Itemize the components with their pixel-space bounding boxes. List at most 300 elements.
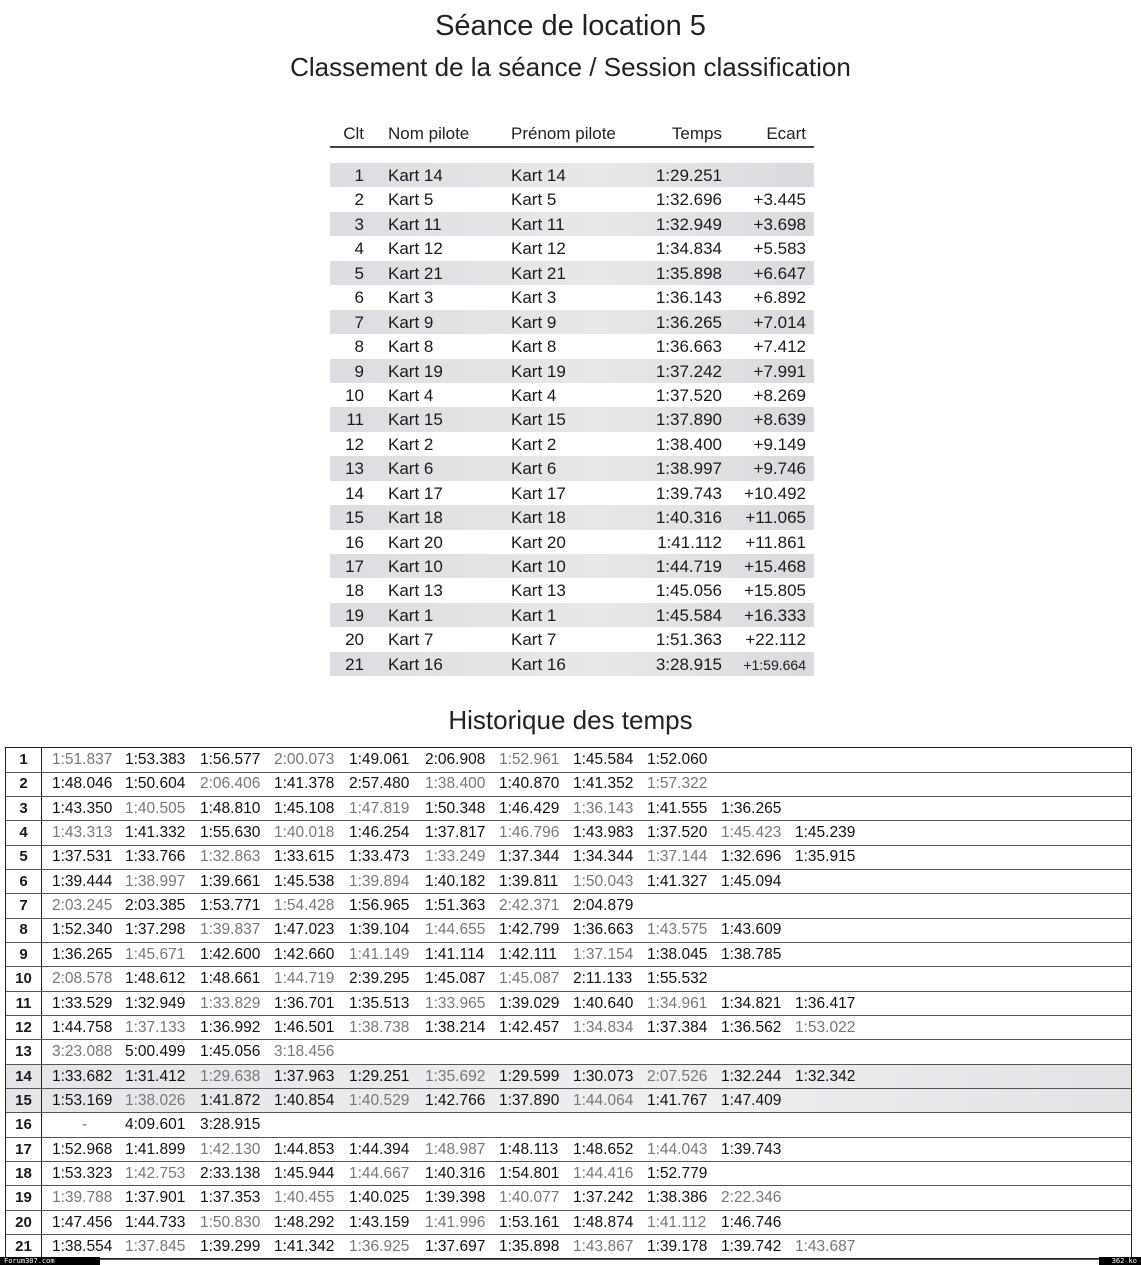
lap-time: 1:44.394 [349,1140,410,1158]
lap-time: 1:45.056 [200,1043,261,1061]
lap-time: 1:38.738 [349,1018,410,1036]
lap-time: 5:00.499 [125,1043,186,1061]
cell-nom-pilote: Kart 13 [388,581,443,601]
lap-time: 1:39.299 [200,1238,261,1255]
classification-row [330,359,814,383]
cell-ecart: +16.333 [744,605,806,625]
cell-nom-pilote: Kart 11 [388,214,442,234]
lap-time: 1:42.130 [200,1140,261,1158]
lap-time: 1:45.944 [274,1164,335,1182]
history-position: 8 [6,918,42,942]
history-row [6,1089,1131,1114]
lap-time: 1:45.087 [425,970,486,988]
cell-clt: 2 [354,190,364,210]
lap-time: 1:53.022 [795,1018,856,1036]
lap-time: 1:40.529 [349,1091,410,1109]
classification-row [330,236,814,260]
lap-time: 1:44.719 [274,970,335,988]
history-position: 21 [6,1235,42,1259]
lap-time: 1:46.501 [274,1018,335,1036]
header-prenom-pilote: Prénom pilote [511,124,616,143]
lap-time: 2:11.133 [573,970,633,988]
history-row [6,1016,1131,1041]
lap-time: 1:40.505 [125,799,186,817]
cell-temps: 1:44.719 [655,557,722,576]
lap-time: 1:57.322 [647,775,708,793]
lap-time: 1:37.344 [499,848,560,866]
lap-time: 1:53.771 [200,897,261,915]
lap-time: 2:07.526 [647,1067,708,1085]
lap-time: 1:39.029 [499,994,560,1012]
lap-time: 2:00.073 [274,751,335,768]
history-row [6,1040,1131,1065]
lap-time: 1:41.899 [125,1140,186,1158]
lap-time: 1:36.562 [721,1018,782,1036]
cell-prenom-pilote: Kart 11 [511,214,565,234]
lap-time: 1:37.901 [125,1189,186,1207]
cell-prenom-pilote: Kart 8 [511,337,557,357]
lap-time: 1:39.742 [721,1238,782,1255]
lap-time: 1:37.353 [200,1189,261,1207]
lap-time: 1:33.829 [200,994,261,1012]
lap-time: 1:37.531 [52,848,113,866]
history-position: 16 [6,1113,42,1137]
cell-nom-pilote: Kart 15 [388,410,443,430]
cell-prenom-pilote: Kart 19 [511,361,566,381]
classification-row [330,407,814,431]
lap-time: 1:32.949 [125,994,186,1012]
header-nom-pilote: Nom pilote [388,124,470,143]
history-position: 2 [6,772,42,796]
cell-temps: 1:35.898 [655,263,722,283]
lap-time: 1:36.265 [52,945,113,963]
classification-row [330,212,814,236]
lap-time: 1:39.743 [721,1140,782,1158]
lap-time: 1:43.350 [52,799,113,817]
cell-temps: 1:37.520 [655,385,722,405]
cell-nom-pilote: Kart 7 [388,630,434,650]
lap-time: 1:35.513 [349,994,410,1012]
cell-ecart: +11.065 [745,508,806,528]
lap-time: 1:38.214 [425,1018,486,1036]
cell-clt: 5 [354,263,364,283]
lap-time: 1:44.655 [425,921,486,939]
lap-time: 1:37.384 [647,1018,708,1036]
lap-time: 1:40.455 [274,1189,335,1207]
cell-prenom-pilote: Kart 4 [511,385,557,405]
lap-time: 1:35.915 [795,848,856,866]
cell-ecart: +22.112 [745,630,806,650]
lap-time: 1:39.178 [647,1238,708,1255]
lap-time: 1:37.133 [125,1018,186,1036]
lap-time: 1:41.996 [425,1213,486,1231]
lap-time: 1:42.766 [425,1091,486,1109]
lap-time: 1:42.111 [499,945,558,963]
lap-time: 1:33.249 [425,848,486,866]
cell-ecart: +7.412 [753,337,806,357]
cell-ecart: +5.583 [753,239,806,259]
history-row [6,992,1131,1017]
lap-time: 1:38.400 [425,775,486,793]
cell-ecart: +9.149 [753,434,806,454]
lap-time: 1:45.538 [274,872,335,890]
history-position: 5 [6,845,42,869]
cell-prenom-pilote: Kart 21 [511,263,566,283]
lap-time: 1:32.863 [200,848,261,866]
cell-nom-pilote: Kart 8 [388,337,434,357]
lap-time: 1:45.239 [795,824,856,842]
lap-time: 3:18.456 [274,1043,335,1061]
lap-time: 2:03.385 [125,897,186,915]
cell-prenom-pilote: Kart 7 [511,630,557,650]
history-row [6,943,1131,968]
lap-time: 2:06.908 [425,751,486,768]
lap-time: 1:33.529 [52,994,113,1012]
lap-time: 1:32.342 [795,1067,856,1085]
lap-time: 1:46.746 [721,1213,782,1231]
lap-time: 1:52.060 [647,751,708,768]
cell-nom-pilote: Kart 10 [388,557,443,576]
lap-time: 1:41.112 [647,1213,707,1231]
lap-time: 1:37.520 [647,824,708,842]
history-position: 3 [6,797,42,821]
lap-time: 1:37.298 [125,921,186,939]
lap-time: 2:06.406 [200,775,261,793]
lap-time: 1:41.872 [200,1091,261,1109]
history-row [6,1235,1131,1260]
lap-time: 1:38.045 [647,945,708,963]
lap-time: 1:37.154 [573,945,634,963]
lap-time: 1:36.265 [721,799,782,817]
history-position: 20 [6,1211,42,1235]
lap-time: 1:29.251 [349,1067,410,1085]
lap-time: 2:39.295 [349,970,410,988]
lap-time: 1:52.340 [52,921,113,939]
classification-row [330,163,814,187]
lap-time: 1:41.342 [274,1238,335,1255]
lap-time: 1:41.767 [647,1091,708,1109]
lap-time: 1:29.599 [499,1067,560,1085]
cell-ecart: +7.014 [753,312,806,332]
cell-ecart: +8.269 [753,385,806,405]
cell-temps: 1:32.949 [655,214,722,234]
cell-temps: 1:29.251 [655,166,722,185]
lap-time: 1:43.687 [795,1238,856,1255]
lap-time: 1:53.383 [125,751,186,768]
lap-time: 1:37.697 [425,1238,486,1255]
lap-time: 1:51.837 [52,751,113,768]
cell-ecart: +15.468 [744,557,806,576]
cell-clt: 11 [346,410,364,430]
lap-time: 1:50.830 [200,1213,261,1231]
history-position: 18 [6,1162,42,1186]
cell-prenom-pilote: Kart 14 [511,166,566,185]
cell-prenom-pilote: Kart 9 [511,312,557,332]
cell-temps: 1:32.696 [655,190,722,210]
classification-row [330,334,814,358]
lap-time: 1:36.701 [274,994,335,1012]
lap-time: 1:41.327 [647,872,708,890]
lap-time: 1:43.313 [52,824,113,842]
lap-time: 1:53.161 [499,1213,560,1231]
lap-time: 1:39.788 [52,1189,113,1207]
cell-prenom-pilote: Kart 15 [511,410,566,430]
cell-nom-pilote: Kart 18 [388,508,443,528]
header-ecart: Ecart [766,124,806,143]
lap-time: 1:34.344 [573,848,634,866]
lap-time: 1:44.758 [52,1018,113,1036]
cell-clt: 18 [345,581,364,601]
history-row [6,918,1131,943]
history-row [6,967,1131,992]
cell-nom-pilote: Kart 4 [388,385,434,405]
lap-time: 1:55.630 [200,824,261,842]
lap-time: 1:39.811 [499,872,559,890]
lap-time: 1:55.532 [647,970,708,988]
cell-prenom-pilote: Kart 18 [511,508,566,528]
lap-time: 1:52.968 [52,1140,113,1158]
lap-time: 1:33.615 [274,848,335,866]
lap-time: 2:08.578 [52,970,113,988]
classification-row [330,530,814,554]
cell-temps: 1:36.143 [655,288,722,308]
lap-time: 1:37.963 [274,1067,335,1085]
lap-time: 1:40.640 [573,994,634,1012]
cell-clt: 15 [345,508,364,528]
history-row [6,748,1131,773]
lap-time: 1:48.113 [499,1140,559,1158]
lap-time: 1:46.796 [499,824,560,842]
lap-time: 1:45.671 [125,945,186,963]
lap-time: 1:40.870 [499,775,560,793]
cell-ecart: +1:59.664 [743,656,806,673]
history-row [6,870,1131,895]
lap-time: 1:34.834 [573,1018,634,1036]
cell-clt: 14 [345,483,364,503]
history-position: 12 [6,1016,42,1040]
cell-ecart: +10.492 [744,483,806,503]
cell-clt: 8 [354,337,364,357]
history-position: 13 [6,1040,42,1064]
lap-time: 1:52.779 [647,1164,708,1182]
lap-time: 1:50.348 [425,799,486,817]
cell-ecart: +8.639 [753,410,806,430]
cell-clt: 17 [345,557,364,576]
lap-time: 1:52.961 [499,751,560,768]
history-position: 14 [6,1065,42,1089]
history-row [6,772,1131,797]
classification-row [330,261,814,285]
lap-time: 1:42.753 [125,1164,186,1182]
lap-time: 4:09.601 [125,1116,186,1134]
lap-time: 1:32.244 [721,1067,782,1085]
lap-time: 1:48.661 [200,970,261,988]
lap-time: 1:45.094 [721,872,782,890]
history-position: 11 [6,992,42,1016]
cell-clt: 1 [354,166,364,185]
lap-time: 1:36.663 [573,921,634,939]
cell-nom-pilote: Kart 19 [388,361,443,381]
lap-time: 1:47.023 [274,921,335,939]
cell-ecart: +3.698 [753,214,806,234]
lap-time: 1:42.660 [274,945,335,963]
lap-time: 2:33.138 [200,1164,261,1182]
lap-time: 1:48.612 [125,970,186,988]
lap-time: 1:36.925 [349,1238,410,1255]
lap-time: 1:34.961 [647,994,708,1012]
lap-time: 1:47.819 [349,799,410,817]
cell-temps: 1:37.890 [655,410,722,430]
lap-time: 1:33.682 [52,1067,113,1085]
lap-time: 1:35.692 [425,1067,486,1085]
cell-temps: 1:39.743 [655,483,722,503]
lap-time: 1:56.965 [349,897,410,915]
cell-nom-pilote: Kart 5 [388,190,434,210]
cell-clt: 9 [354,361,364,381]
lap-time: 1:38.785 [721,945,782,963]
lap-time: 1:44.416 [573,1164,634,1182]
lap-time: 1:37.890 [499,1091,560,1109]
cell-clt: 4 [354,239,364,259]
cell-clt: 7 [354,312,364,332]
lap-time: 1:40.854 [274,1091,335,1109]
header-clt: Clt [343,124,364,143]
history-row [6,1211,1131,1236]
classification-row [330,603,814,627]
history-row [6,821,1131,846]
lap-time: 1:41.352 [573,775,634,793]
lap-time: 1:45.423 [721,824,782,842]
lap-time: 1:56.577 [200,751,261,768]
lap-time: 1:40.018 [274,824,335,842]
lap-time: 1:39.661 [200,872,261,890]
lap-time: 1:41.149 [349,945,410,963]
cell-nom-pilote: Kart 1 [388,605,434,625]
cell-prenom-pilote: Kart 16 [511,654,566,674]
lap-time: 2:22.346 [721,1189,782,1207]
cell-prenom-pilote: Kart 6 [511,459,557,479]
cell-ecart: +11.861 [745,532,806,552]
cell-prenom-pilote: Kart 3 [511,288,557,308]
cell-nom-pilote: Kart 20 [388,532,443,552]
lap-time: 1:46.254 [349,824,410,842]
history-position: 10 [6,967,42,991]
classification-row [330,187,814,211]
lap-time: 1:37.242 [573,1189,634,1207]
header-temps: Temps [671,124,722,143]
lap-time: 1:48.810 [200,799,261,817]
file-size-tag: 362 ko [1099,1257,1141,1265]
lap-time: 1:41.378 [274,775,335,793]
cell-temps: 1:36.663 [655,337,722,357]
history-row [6,1138,1131,1163]
lap-time: 1:34.821 [721,994,782,1012]
cell-clt: 3 [354,214,364,234]
lap-time: 1:43.609 [721,921,782,939]
lap-time: 1:54.428 [274,897,335,915]
lap-time: 2:57.480 [349,775,410,793]
cell-ecart: +6.892 [753,288,806,308]
lap-time: 2:03.245 [52,897,113,915]
lap-time: 3:28.915 [200,1116,261,1134]
cell-temps: 1:40.316 [655,508,722,528]
lap-time: 1:36.143 [573,799,634,817]
cell-clt: 16 [345,532,364,552]
history-position: 6 [6,870,42,894]
cell-temps: 1:36.265 [655,312,722,332]
lap-time: 1:41.555 [647,799,708,817]
history-row [6,797,1131,822]
lap-time: 1:48.292 [274,1213,335,1231]
classification-row [330,578,814,602]
history-position: 19 [6,1186,42,1210]
lap-time: 1:41.332 [125,824,186,842]
classification-row [330,456,814,480]
cell-temps: 1:51.363 [655,630,722,650]
lap-time: 1:48.987 [425,1140,486,1158]
lap-time: 1:49.061 [349,751,410,768]
lap-time: 1:43.983 [573,824,634,842]
lap-time: 1:45.108 [274,799,335,817]
lap-time: 1:38.997 [125,872,186,890]
cell-prenom-pilote: Kart 12 [511,239,566,259]
lap-time: 1:42.600 [200,945,261,963]
lap-time: 1:39.837 [200,921,261,939]
cell-clt: 12 [345,434,364,454]
lap-time: 1:50.604 [125,775,186,793]
cell-clt: 13 [345,459,364,479]
classification-row [330,285,814,309]
cell-nom-pilote: Kart 2 [388,434,434,454]
lap-time: 1:35.898 [499,1238,560,1255]
lap-time: 1:41.114 [425,945,485,963]
lap-time: 1:40.182 [425,872,486,890]
cell-prenom-pilote: Kart 5 [511,190,557,210]
cell-temps: 3:28.915 [655,654,722,674]
classification-rows [330,163,814,676]
lap-time: 1:45.087 [499,970,560,988]
lap-time: 1:38.554 [52,1238,113,1255]
cell-nom-pilote: Kart 17 [388,483,443,503]
history-position: 7 [6,894,42,918]
classification-row [330,383,814,407]
cell-nom-pilote: Kart 9 [388,312,434,332]
lap-time: 1:43.575 [647,921,708,939]
cell-ecart: +7.991 [753,361,806,381]
site-watermark: Forum307.com [0,1257,100,1265]
cell-nom-pilote: Kart 12 [388,239,443,259]
classification-row [330,481,814,505]
cell-nom-pilote: Kart 21 [388,263,443,283]
lap-time: 1:44.733 [125,1213,186,1231]
lap-time: 1:38.026 [125,1091,186,1109]
lap-time: 2:42.371 [499,897,560,915]
classification-row [330,554,814,578]
cell-ecart: +6.647 [753,263,806,283]
cell-prenom-pilote: Kart 17 [511,483,566,503]
cell-clt: 19 [345,605,364,625]
cell-prenom-pilote: Kart 13 [511,581,566,601]
history-position: 9 [6,943,42,967]
history-position: 17 [6,1138,42,1162]
cell-temps: 1:38.400 [655,434,722,454]
lap-time: 1:48.046 [52,775,113,793]
lap-time: 1:44.043 [647,1140,708,1158]
lap-time: 1:38.386 [647,1189,708,1207]
classification-row [330,652,814,676]
lap-time: 1:45.584 [573,751,634,768]
lap-time: 1:46.429 [499,799,560,817]
